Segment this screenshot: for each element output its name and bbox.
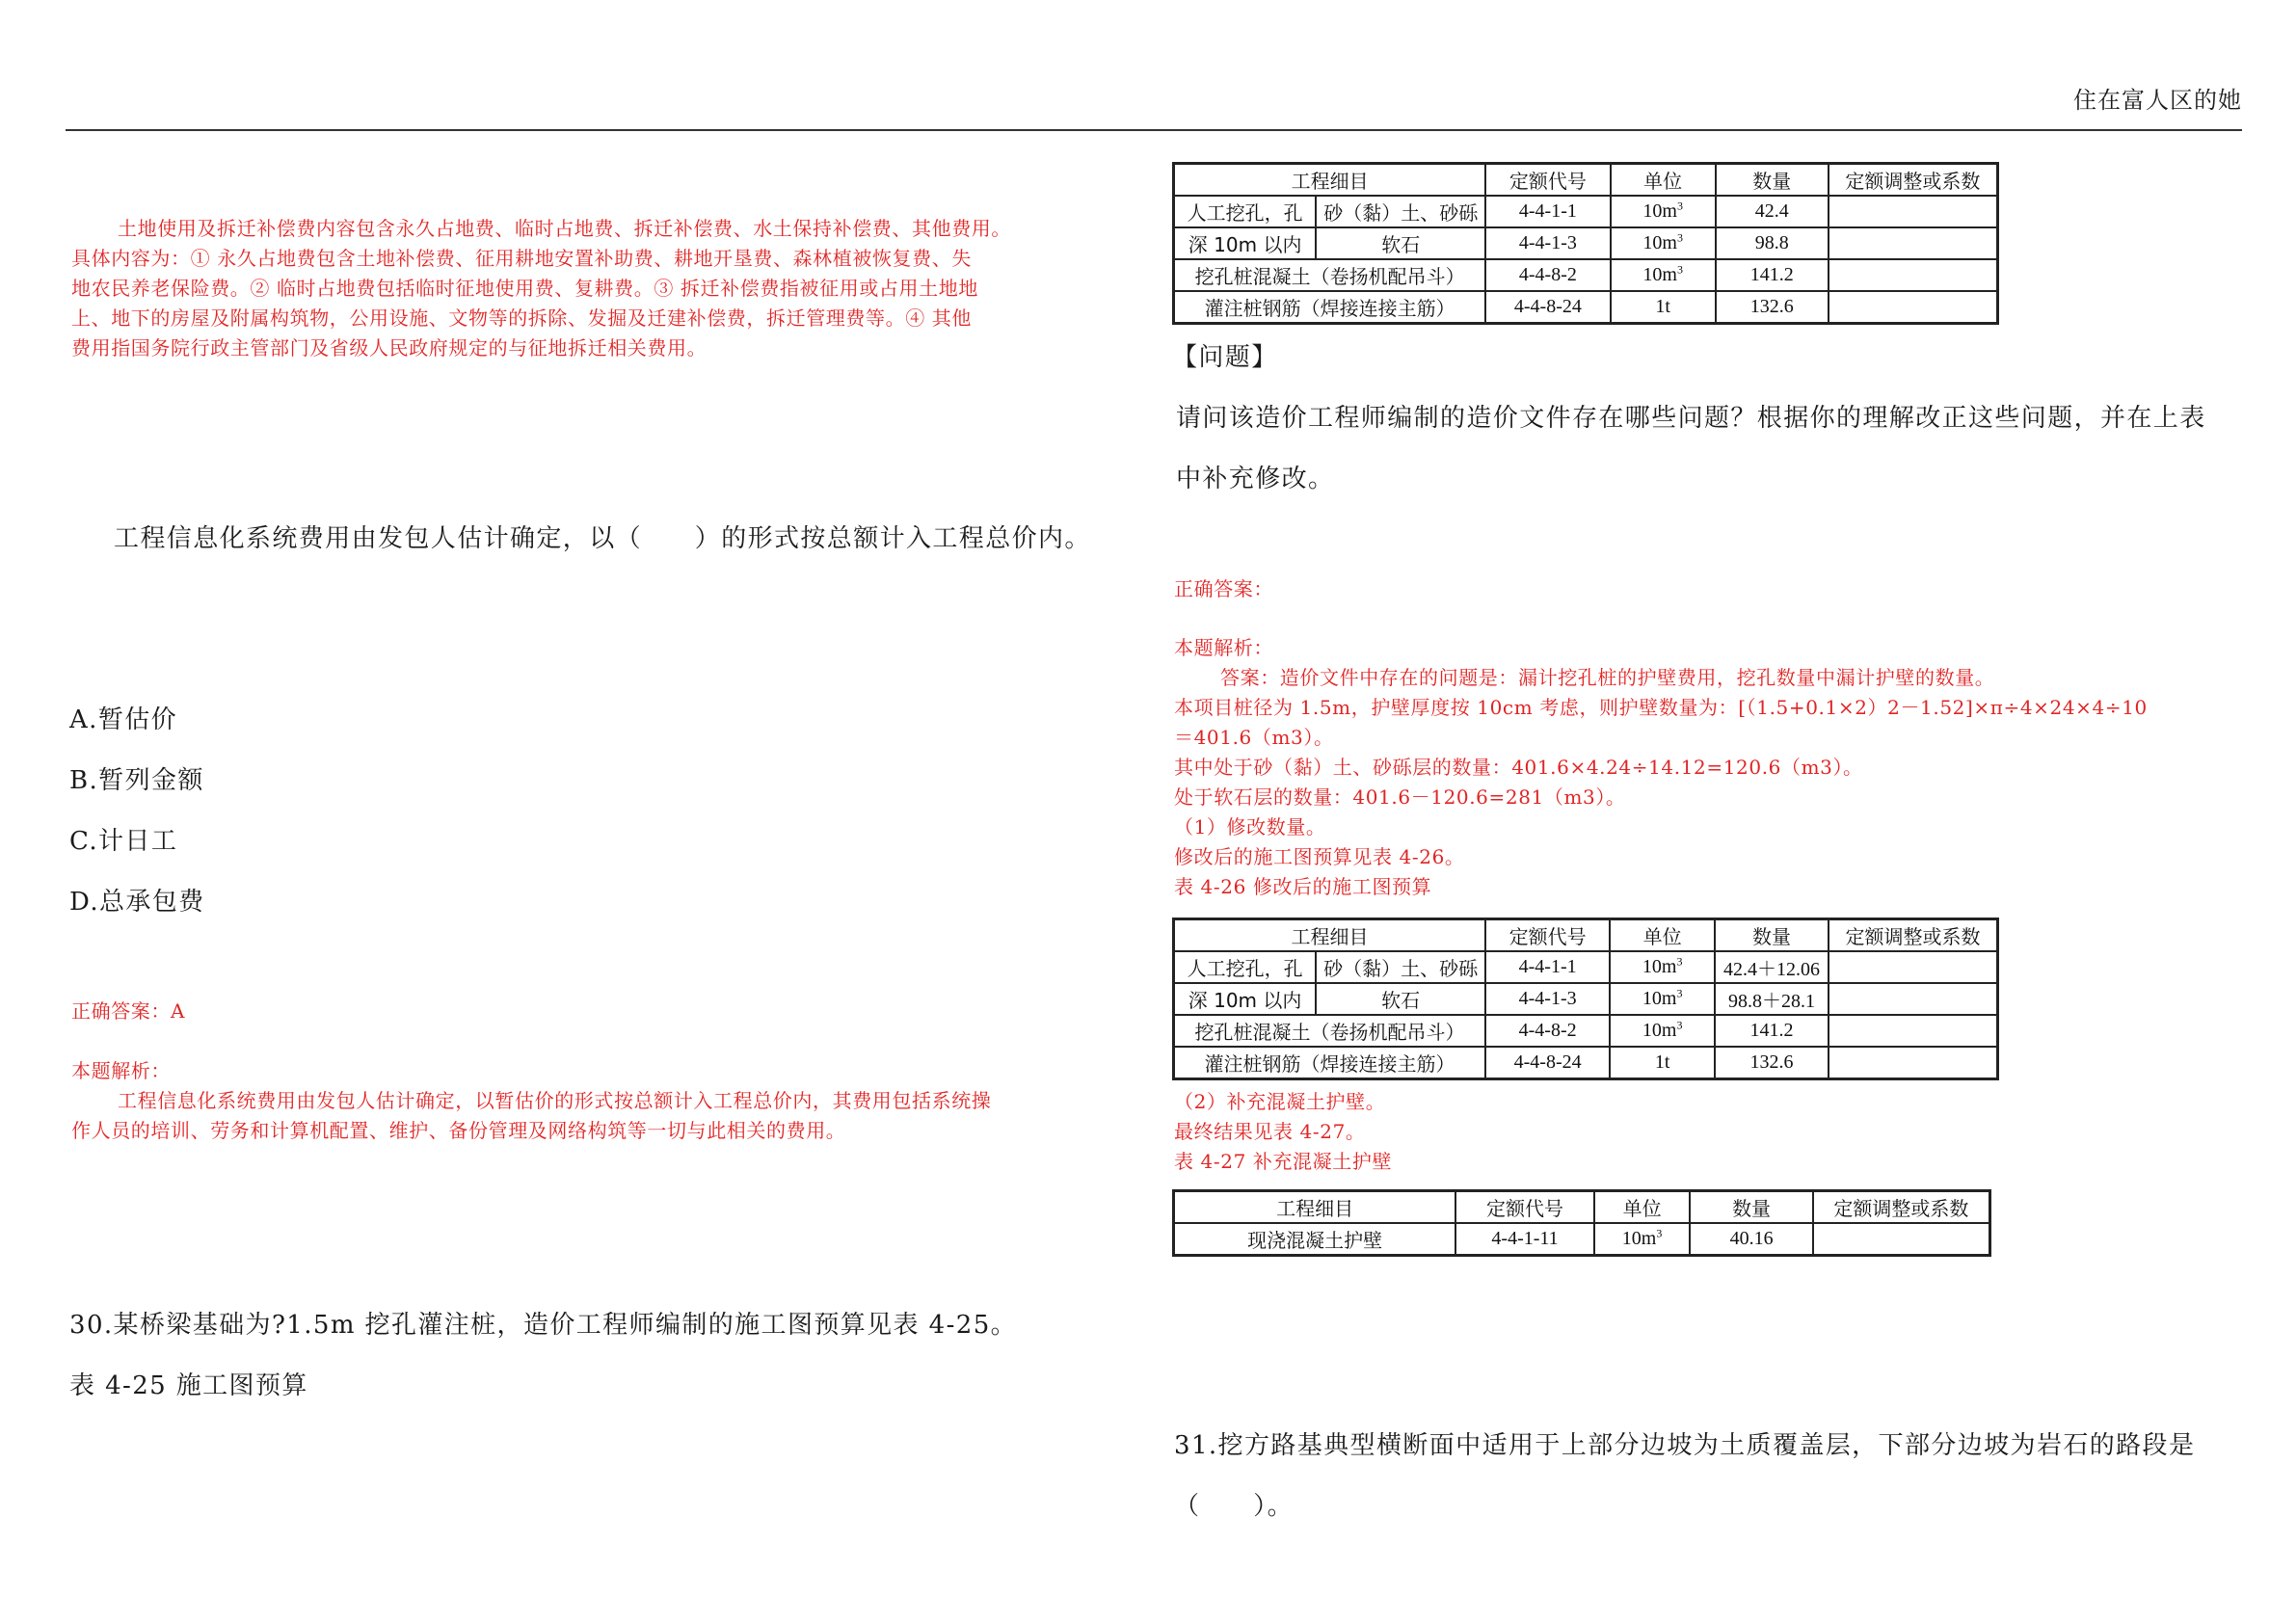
q30-analysis-label: 本题解析： (1174, 636, 1273, 659)
adj-cell (1829, 196, 1998, 227)
q29-answer: 正确答案：A (71, 999, 186, 1023)
option-c[interactable]: C.计日工 (69, 827, 178, 856)
header-cell: 定额代号 (1485, 164, 1610, 197)
header-cell: 数量 (1715, 919, 1829, 952)
qty-cell: 42.4＋12.06 (1715, 951, 1829, 983)
header-cell: 定额代号 (1455, 1191, 1594, 1224)
header-cell: 数量 (1716, 164, 1829, 197)
sub-item: 软石 (1316, 227, 1485, 259)
question-line: 中补充修改。 (1176, 465, 1335, 493)
qty-cell: 141.2 (1715, 1015, 1829, 1047)
unit-cell: $10m^3$ (1610, 951, 1715, 983)
analysis-line: 修改后的施工图预算见表 4-26。 (1174, 845, 1465, 868)
header-cell: 定额代号 (1485, 919, 1610, 952)
unit-cell: 1t (1611, 291, 1716, 324)
q30-analysis (1174, 633, 2263, 902)
table-row (1174, 1015, 1998, 1047)
table-row (1174, 1047, 1998, 1079)
qty-cell: 141.2 (1716, 259, 1829, 291)
land-fee-line: 具体内容为：① 永久占地费包含土地补偿费、征用耕地安置补助费、耕地开垦费、森林植被恢复费、失 (71, 247, 972, 270)
header-cell: 单位 (1611, 164, 1716, 197)
qty-cell: 42.4 (1716, 196, 1829, 227)
land-fee-explanation (71, 214, 1141, 363)
adj-cell (1829, 227, 1998, 259)
code-cell: 4-4-8-2 (1485, 259, 1610, 291)
analysis-line: 最终结果见表 4-27。 (1174, 1120, 1366, 1143)
land-fee-line: 地农民养老保险费。② 临时占地费包括临时征地使用费、复耕费。③ 拆迁补偿费指被征用或占用土地地 (71, 277, 978, 300)
header-divider (66, 129, 2242, 131)
item-cell: 挖孔桩混凝土（卷扬机配吊斗） (1174, 1015, 1486, 1047)
table-4-26 (1172, 918, 1999, 1080)
header-cell: 定额调整或系数 (1829, 164, 1998, 197)
analysis-line: 表 4-27 补充混凝土护壁 (1174, 1150, 1393, 1173)
qty-cell: 98.8 (1716, 227, 1829, 259)
header-author: 住在富人区的她 (2073, 87, 2242, 114)
table-4-25-caption: 表 4-25 施工图预算 (69, 1371, 308, 1400)
question-31-stem-cont: （ ）。 (1174, 1492, 1295, 1521)
header-cell: 定额调整或系数 (1829, 919, 1998, 952)
header-cell: 工程细目 (1174, 1191, 1456, 1224)
q29-analysis-label: 本题解析： (71, 1059, 171, 1082)
analysis-line: （2）补充混凝土护壁。 (1174, 1090, 1386, 1113)
question-30-stem: 30.某桥梁基础为?1.5m 挖孔灌注桩，造价工程师编制的施工图预算见表 4-25。 (69, 1311, 1018, 1340)
table-row (1174, 983, 1998, 1015)
item-cell: 灌注桩钢筋（焊接连接主筋） (1174, 1047, 1486, 1079)
q30-analysis-continued (1174, 1087, 1392, 1177)
unit-cell: $10m^3$ (1611, 259, 1716, 291)
option-d[interactable]: D.总承包费 (69, 888, 205, 917)
code-cell: 4-4-1-1 (1485, 196, 1610, 227)
land-fee-line: 上、地下的房屋及附属构筑物，公用设施、文物等的拆除、发掘及迁建补偿费，拆迁管理费等。④ 其他 (71, 306, 972, 330)
code-cell: 4-4-1-3 (1485, 227, 1610, 259)
land-fee-line: 费用指国务院行政主管部门及省级人民政府规定的与征地拆迁相关费用。 (71, 336, 707, 359)
question-31-stem: 31.挖方路基典型横断面中适用于上部分边坡为土质覆盖层，下部分边坡为岩石的路段是 (1174, 1431, 2196, 1460)
adj-cell (1829, 259, 1998, 291)
analysis-line: 处于软石层的数量：401.6－120.6=281（m3）。 (1174, 785, 1626, 809)
q29-analysis-line: 作人员的培训、劳务和计算机配置、维护、备份管理及网络构筑等一切与此相关的费用。 (71, 1119, 846, 1142)
table-row (1174, 1223, 1990, 1256)
analysis-line: 其中处于砂（黏）土、砂砾层的数量：401.6×4.24÷14.12=120.6（m3）。 (1174, 756, 1863, 779)
header-cell: 工程细目 (1174, 164, 1486, 197)
qty-cell: 132.6 (1716, 291, 1829, 324)
item-cell: 挖孔桩混凝土（卷扬机配吊斗） (1174, 259, 1486, 291)
qty-cell: 98.8＋28.1 (1715, 983, 1829, 1015)
adj-cell (1829, 983, 1998, 1015)
land-fee-line: 土地使用及拆迁补偿费内容包含永久占地费、临时占地费、拆迁补偿费、水土保持补偿费、其他费用。 (118, 217, 1011, 240)
header-cell: 数量 (1690, 1191, 1812, 1224)
code-cell: 4-4-8-24 (1485, 291, 1610, 324)
qty-cell: 132.6 (1715, 1047, 1829, 1079)
adj-cell (1813, 1223, 1990, 1256)
unit-cell: $10m^3$ (1611, 196, 1716, 227)
group-label: 人工挖孔，孔 (1174, 196, 1317, 227)
analysis-line: 表 4-26 修改后的施工图预算 (1174, 875, 1432, 898)
table-4-25 (1172, 162, 1999, 325)
adj-cell (1829, 291, 1998, 324)
unit-cell: $10m^3$ (1594, 1223, 1691, 1256)
code-cell: 4-4-1-1 (1485, 951, 1610, 983)
question-label: 【问题】 (1172, 343, 1278, 372)
sub-item: 砂（黏）土、砂砾 (1316, 196, 1485, 227)
table-row (1174, 291, 1998, 324)
q29-analysis (71, 1086, 1151, 1146)
code-cell: 4-4-8-24 (1485, 1047, 1610, 1079)
qty-cell: 40.16 (1690, 1223, 1812, 1256)
code-cell: 4-4-1-11 (1455, 1223, 1594, 1256)
table-row (1174, 951, 1998, 983)
analysis-line: 本项目桩径为 1.5m，护壁厚度按 10cm 考虑，则护壁数量为：[（1.5+0.1×2）2－1.52]×π÷4×24×4÷10 (1174, 696, 2148, 719)
item-cell: 现浇混凝土护壁 (1174, 1223, 1456, 1256)
question-line: 请问该造价工程师编制的造价文件存在哪些问题？根据你的理解改正这些问题，并在上表 (1176, 404, 2206, 433)
group-label: 深 10m 以内 (1174, 227, 1317, 259)
unit-cell: $10m^3$ (1611, 227, 1716, 259)
analysis-line: 答案：造价文件中存在的问题是：漏计挖孔桩的护壁费用，挖孔数量中漏计护壁的数量。 (1220, 666, 1995, 689)
unit-cell: $10m^3$ (1610, 1015, 1715, 1047)
table-4-27 (1172, 1189, 1991, 1257)
sub-item: 软石 (1316, 983, 1485, 1015)
header-cell: 定额调整或系数 (1813, 1191, 1990, 1224)
adj-cell (1829, 1047, 1998, 1079)
group-label: 深 10m 以内 (1174, 983, 1317, 1015)
header-cell: 工程细目 (1174, 919, 1486, 952)
sub-item: 砂（黏）土、砂砾 (1316, 951, 1485, 983)
unit-cell: $10m^3$ (1610, 983, 1715, 1015)
analysis-line: （1）修改数量。 (1174, 815, 1326, 838)
adj-cell (1829, 951, 1998, 983)
code-cell: 4-4-8-2 (1485, 1015, 1610, 1047)
option-a[interactable]: A.暂估价 (69, 705, 178, 734)
question-29-stem: 工程信息化系统费用由发包人估计确定，以（ ）的形式按总额计入工程总价内。 (114, 524, 1091, 553)
table-row (1174, 259, 1998, 291)
code-cell: 4-4-1-3 (1485, 983, 1610, 1015)
header-cell: 单位 (1610, 919, 1715, 952)
option-b[interactable]: B.暂列金额 (69, 766, 204, 795)
adj-cell (1829, 1015, 1998, 1047)
item-cell: 灌注桩钢筋（焊接连接主筋） (1174, 291, 1486, 324)
table-row (1174, 196, 1998, 227)
q29-analysis-line: 工程信息化系统费用由发包人估计确定，以暂估价的形式按总额计入工程总价内，其费用包括系统操 (118, 1089, 992, 1112)
group-label: 人工挖孔，孔 (1174, 951, 1317, 983)
q30-answer: 正确答案： (1174, 577, 1273, 600)
table-row (1174, 227, 1998, 259)
unit-cell: 1t (1610, 1047, 1715, 1079)
header-cell: 单位 (1594, 1191, 1691, 1224)
analysis-line: ＝401.6（m3）。 (1174, 726, 1334, 749)
